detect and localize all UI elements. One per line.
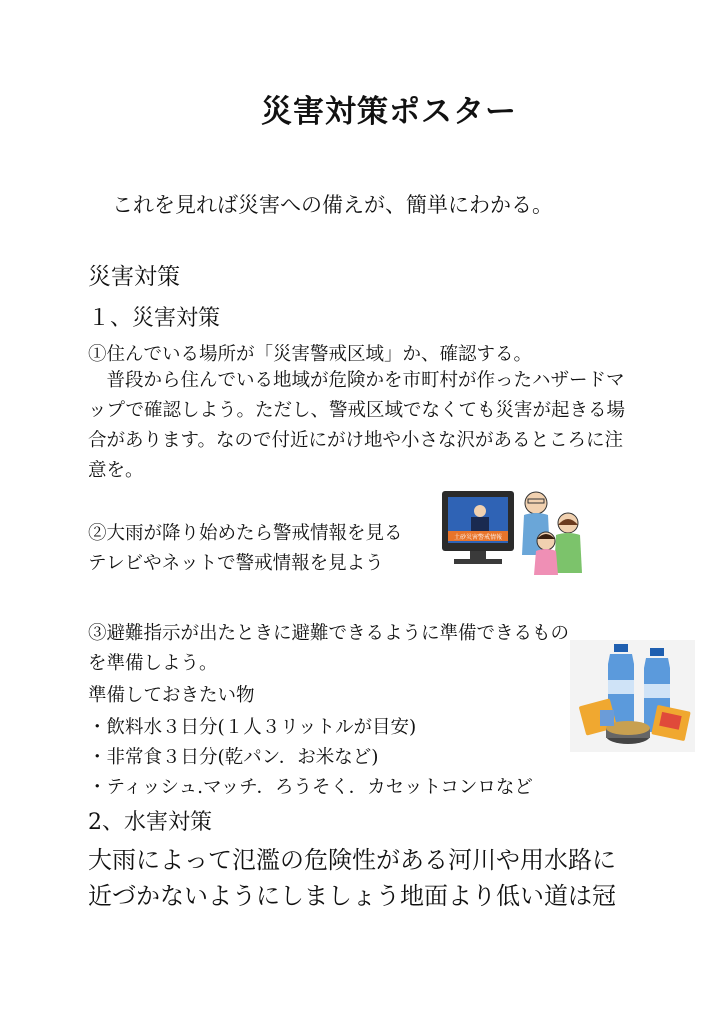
tv-stand [470, 551, 486, 559]
bottle-cap-icon [650, 648, 664, 656]
page-title: 災害対策ポスター [261, 94, 517, 130]
item1-title: ①住んでいる場所が「災害警戒区域」か、確認する。 [88, 344, 533, 365]
announcer-body [471, 517, 489, 531]
item1-body: 普段から住んでいる地域が危険かを市町村が作ったハザードマップで確認しよう。ただし、警戒区域でなくても災害が起きる場合があります。なので付近にがけ地や小さな沢があるところに注意を。 [88, 370, 626, 481]
item3-title: ③避難指示が出たときに避難できるように準備できるもの [88, 623, 570, 644]
tv-banner-text: 土砂災害警戒情報 [453, 534, 503, 541]
item2-title: ②大雨が降り始めたら警戒情報を見る [88, 523, 403, 544]
item3-cont: を準備しよう。 [88, 653, 218, 674]
emergency-supplies-illustration [570, 640, 695, 752]
prep-list-item: ・飲料水３日分(１人３リットルが目安) [88, 717, 417, 738]
section-heading-1: １、災害対策 [88, 306, 221, 331]
small-can-icon [600, 710, 614, 726]
prep-list-item: ・ティッシュ.マッチ．ろうそく．カセットコンロなど [88, 777, 533, 798]
prep-list-item: ・非常食３日分(乾パン．お米など) [88, 747, 379, 768]
section-heading-2: 2、水害対策 [88, 810, 212, 835]
bottle-label [644, 684, 670, 698]
bottle-label [608, 680, 634, 694]
section2-body: 大雨によって氾濫の危険性がある河川や用水路に近づかないようにしましょう地面より低い道は冠 [88, 846, 616, 910]
prep-label: 準備しておきたい物 [88, 685, 255, 706]
tv-base [454, 559, 502, 564]
tv-family-illustration [440, 485, 585, 577]
bottle-cap-icon [614, 644, 628, 652]
child-body [534, 549, 558, 575]
subtitle: これを見れば災害への備えが、簡単にわかる。 [112, 193, 553, 217]
mother-body [554, 533, 582, 573]
item2-body: テレビやネットで警戒情報を見よう [88, 553, 384, 574]
announcer-head [474, 505, 486, 517]
section-heading-main: 災害対策 [88, 264, 180, 290]
